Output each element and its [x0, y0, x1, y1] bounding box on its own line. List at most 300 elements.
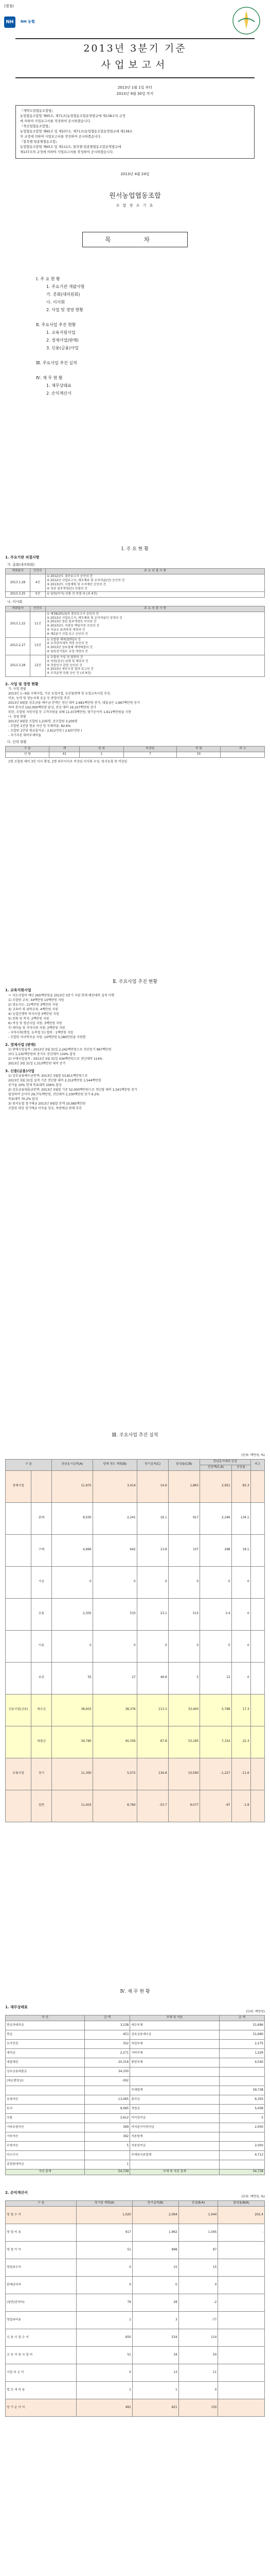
agenda-count: 11건 [30, 612, 46, 637]
table-header-row [6, 606, 265, 612]
table-row [6, 574, 265, 592]
table-cell: 134.1 [231, 1502, 250, 1534]
text-line: ㅇ 지도사업비 매년 265백만원을 2013년 3분기 지원 현재 예산대비 실적 이행 [8, 993, 115, 997]
legal-basis-box [15, 105, 255, 159]
table-header-row [6, 2015, 265, 2021]
table-row [6, 2030, 265, 2040]
asset-amount [85, 2151, 130, 2160]
asset-amount: 34,330 [85, 2067, 130, 2077]
attachment-label: (별첨) [4, 4, 14, 8]
agenda-item: ③ 2013년도 사업계획 및 수지예산 승인의 건 [47, 583, 106, 586]
text-line: - 자기자본 대비부채비율 [8, 734, 41, 738]
table-cell [250, 1694, 264, 1726]
table-cell: 0 [77, 2259, 132, 2277]
is-item-name: 신 용 사 업 수 익 [6, 2329, 77, 2347]
table-cell: 11,300 [52, 1758, 93, 1790]
table-cell: 0 [137, 1566, 168, 1598]
agenda-items [46, 655, 265, 676]
table-cell: -53.7 [137, 1790, 168, 1822]
liability-name: 예수부채 [130, 2021, 220, 2030]
liability-name: 미처분이익잉여금 [130, 2123, 220, 2132]
table-header-cell: 비상임 [123, 747, 176, 752]
liability-amount: 2,000 [219, 2142, 264, 2151]
part1-h1: 1. 주요기관 의결사항 [5, 555, 40, 560]
table-header-cell: 전년동기대비 증감 [200, 1459, 250, 1465]
row-name: 예수금 [31, 1694, 52, 1726]
toc-section: Ⅳ. 재 무 현 황 [36, 376, 63, 380]
text-line: 하여 총자산 102,000백만원 달성, 전년 대비 16,107백만원 증가 [8, 706, 97, 710]
is-item-name: 사업 외 손 익 [6, 2364, 77, 2382]
table-cell: 3.4 [200, 1598, 231, 1630]
table-row [6, 1470, 265, 1502]
row-name: 가공 [31, 1566, 52, 1598]
legal-basis-line: 농업협동조합법 제65조 및 제112조, 품목별·업종별협동조합운영법규에 [20, 145, 121, 149]
asset-amount: 3,612 [85, 2114, 130, 2123]
text-line: 4) 농업인행복 복지사업 3백만원 지원 [8, 1012, 59, 1016]
table-cell: 15 [132, 2259, 178, 2277]
agenda-items [46, 612, 265, 637]
table-cell: 33,400 [168, 1694, 200, 1726]
table-cell [218, 2364, 265, 2382]
toc-item: 1. 교육지원사업 [46, 330, 76, 335]
table-cell: 51 [77, 2242, 132, 2259]
table-row [6, 2095, 265, 2105]
cover-section [0, 0, 270, 541]
table-cell: 51 [77, 2347, 132, 2364]
text-line: 6) 여성 및 청년사업 지원: 3백만원 지원 [8, 1021, 62, 1025]
total-row [6, 2170, 265, 2175]
liability-name: 이익잉여금 [130, 2114, 220, 2123]
is-item-name: 당 기 순 이 익 [6, 2399, 77, 2417]
table-cell: 7,332 [200, 1726, 231, 1758]
table-header-cell: 비고 [250, 1459, 264, 1470]
legal-basis-line: 『품목별·업종별협동조합』 [20, 140, 59, 144]
asset-amount: 5 [85, 2142, 130, 2151]
table-row [6, 1566, 265, 1598]
table-cell: 2,305 [52, 1598, 93, 1630]
asset-total-label: 자산 총계 [6, 2170, 85, 2175]
text-line: 1) 조합원 교육: 34백만원 10백만원 지원 [8, 998, 64, 1002]
liability-name: 상호금융예수금 [130, 2030, 220, 2040]
text-line: 보다 1,135백만원의 증가로 전년대비 134% 달성 [8, 1053, 76, 1057]
toc-item: 1. 재무상태표 [46, 383, 71, 388]
part2-title: Ⅱ. 주요사업 추진 현황 [112, 979, 158, 985]
table-cell: 13 [132, 2364, 178, 2382]
row-group [6, 1726, 31, 1758]
agenda-item: ⑤ 조직운영 특별 승인 건 (외 9건) [47, 672, 92, 675]
table-header-cell: 당해 연도 계획(B) [93, 1459, 137, 1470]
board-title: 나. 이사회 [7, 600, 23, 604]
table-cell: 0 [52, 1566, 93, 1598]
text-line: 3) 원서농협 정기예금 2013년 9월말 잔액 10,085백만원 [8, 1102, 86, 1106]
table-cell [218, 2347, 265, 2364]
text-line: 2) 구매사업실적 : 2013년 3월 31일 434백만원으로 전년대비 114% [8, 1057, 103, 1061]
table-header-cell: 비 고 [221, 747, 265, 752]
agenda-item: ① 2012년도 결산보고서 승인의 건 [47, 575, 93, 579]
table-header-cell: 부채 및 자본 [130, 2015, 220, 2021]
agenda-item: ③ 직원인사 관련 승인의 건 [47, 664, 82, 667]
liability-amount: 2,275 [219, 2040, 264, 2049]
asset-name: 대출채권 [6, 2058, 85, 2067]
liability-amount: 4,713 [219, 2151, 264, 2160]
title-rule-top [15, 38, 255, 39]
table-cell: - [218, 2224, 265, 2242]
table-row [6, 2040, 265, 2049]
table-header-cell: 개최일자 [6, 569, 30, 574]
text-line: 목표대비 70.2% 달성 [8, 1097, 38, 1101]
asset-name: 기타자산 [6, 2132, 85, 2142]
asset-amount: 369 [85, 2123, 130, 2132]
liability-amount [219, 2132, 264, 2142]
staff-title: 다. 인력 현황 [7, 740, 27, 744]
legal-basis-line: 『축산업협동조합법』 [20, 125, 52, 128]
table-cell: 0 [132, 2277, 178, 2294]
table-header-row [6, 747, 265, 752]
toc-item: 2. 사업 및 경영 현황 [46, 308, 83, 312]
table-cell: 0 [77, 2277, 132, 2294]
agenda-item: ④ 정관 일부개정(안) 의결의 건 [47, 587, 87, 590]
text-line: 달성하여 순이익 29,771백만원, 전년대비 2,100백만원 증가 6.2% [8, 1093, 99, 1097]
row-group: 신용사업(금융) [6, 1694, 31, 1726]
row-name: 판매 [31, 1502, 52, 1534]
table-cell: 5 [168, 1662, 200, 1694]
row-name: 이용 [31, 1630, 52, 1662]
agenda-item: ② 조직관리세칙 개정 승인의 건 [47, 642, 88, 646]
table-header-cell: 자 산 [6, 2015, 85, 2021]
organization-name: 원서농업협동조합 [109, 192, 161, 200]
table-cell: 0 [231, 1598, 250, 1630]
table-row [6, 2382, 265, 2399]
table-cell: 2,064 [132, 2207, 178, 2224]
toc-item: 나. 이사회 [46, 300, 65, 304]
report-basis: 2013년 3분기 기준 [83, 43, 187, 54]
text-line: 나. 경영 현황 [8, 715, 26, 719]
table-cell: 55 [52, 1662, 93, 1694]
liability-name: 부채합계 [130, 2086, 220, 2095]
table-cell: 0 [137, 1630, 168, 1662]
table-cell: 34,780 [52, 1726, 93, 1758]
table-cell: 15 [178, 2259, 218, 2277]
table-row [6, 2259, 265, 2277]
table-row [6, 2114, 265, 2123]
table-cell: 0 [178, 2382, 218, 2399]
nh-logo [4, 12, 50, 33]
row-group [6, 1790, 31, 1822]
table-cell: 1 [132, 2382, 178, 2399]
table-cell: 17.3 [231, 1694, 250, 1726]
table-cell: 650 [77, 2329, 132, 2347]
table-cell [250, 1470, 264, 1502]
toc-item: 1. 주요기관 개괄사항 [46, 284, 85, 289]
text-line: 또한, 조합원 지원사업 등 고객지원을 위해 11,073백만원, 당기순이익 1,611백만원을 시현 [8, 710, 131, 715]
row-group: 보험사업 [6, 1758, 31, 1790]
asset-name: 건물 [6, 2114, 85, 2123]
table-header-cell: 안건수 [30, 569, 46, 574]
bs-heading: 1. 재무상태표 [5, 2005, 28, 2010]
part3-title: Ⅲ. 주요사업 추진 실적 [112, 1433, 158, 1438]
asset-name [6, 2086, 85, 2095]
table-cell [250, 1598, 264, 1630]
table-cell: -77 [178, 2312, 218, 2329]
row-name: 장기 [31, 1758, 52, 1790]
table-row [6, 752, 265, 758]
table-row [6, 2142, 265, 2151]
table-cell: 38,603 [52, 1694, 93, 1726]
table-row [6, 2086, 265, 2095]
income-statement-table [5, 2200, 265, 2417]
liability-name [130, 2077, 220, 2086]
asset-total-amount: 54,739 [85, 2170, 130, 2175]
table-cell: 134.8 [137, 1758, 168, 1790]
agenda-item: ② 직원(상무) 임명 및 해촉의 건 [47, 659, 88, 663]
table-cell: 1 [77, 2382, 132, 2399]
liability-amount: 1,226 [219, 2049, 264, 2058]
table-cell: 1,044 [178, 2207, 218, 2224]
table-cell: 5,072 [93, 1758, 137, 1790]
table-cell: 2,241 [93, 1502, 137, 1534]
period-start: 2013년 1월 1일 부터 [117, 86, 153, 90]
liability-name: 부채및자본합계 [130, 2151, 220, 2160]
table-cell: 10,590 [168, 1758, 200, 1790]
table-row [6, 1502, 265, 1534]
table-row [6, 2312, 265, 2329]
asset-amount: 9,085 [85, 2105, 130, 2114]
table-header-cell: 당기실적(B) [132, 2201, 178, 2207]
row-group [6, 1598, 31, 1630]
table-cell [250, 1758, 264, 1790]
staff-table [5, 746, 265, 758]
business-status-text [5, 687, 265, 738]
report-period [0, 84, 270, 97]
is-item-name: (일반/관리비) [6, 2294, 77, 2312]
sales-heading: 2. 경제사업 (판매) [5, 1042, 36, 1047]
table-cell: 22.3 [231, 1726, 250, 1758]
text-line: - 조합원 1인당 평균 자산 및 부채비율: 82.6% [8, 724, 71, 728]
asset-amount: 453 [85, 2030, 130, 2040]
representative: 조 합 장 조 기 호 [116, 204, 154, 208]
meeting-date: 2013.3.25 [6, 592, 30, 598]
table-cell: 87 [178, 2242, 218, 2259]
credit-text [5, 1074, 265, 1111]
table-header-cell: 구 분 [6, 747, 49, 752]
is-heading: 2. 손익계산서 [5, 2191, 28, 2195]
liability-amount [219, 2160, 264, 2170]
table-row [6, 2021, 265, 2030]
text-line: 1) 판매사업실적 : 2013년 3월 31일 2,242백만원으로 전년동기 967백만원 [8, 1048, 112, 1052]
text-line: - 조합원 자녀학자금 지원: 10백만원 5,380만원을 지원함 [8, 1035, 86, 1039]
table-cell: 917 [168, 1502, 200, 1534]
table-row [6, 2049, 265, 2058]
meeting-date: 2013.1.22 [6, 612, 30, 637]
table-row [6, 2364, 265, 2382]
asset-name: 기타유형자산 [6, 2123, 85, 2132]
agenda-item: ① 조합원 제적(탈퇴)의 건 [47, 638, 81, 641]
legal-basis-line: 제137조의 규정에 의하여 사업보고서를 작성하여 공시하겠습니다. [20, 150, 114, 154]
toc-section: Ⅱ. 주요사업 추진 현황 [36, 323, 76, 327]
table-cell: 898 [132, 2242, 178, 2259]
table-cell: 298 [200, 1534, 231, 1566]
liability-amount [219, 2077, 264, 2086]
row-group [6, 1662, 31, 1694]
row-name: 구매 [31, 1534, 52, 1566]
table-cell: 0 [231, 1630, 250, 1662]
is-unit: (단위: 백만원, %) [241, 2195, 265, 2199]
row-name: 보관 [31, 1662, 52, 1694]
table-header-cell: 금 액 [219, 2015, 264, 2021]
table-cell: 0 [200, 1630, 231, 1662]
text-line: 5) 문화 및 복지: 2백만원 지원 [8, 1016, 49, 1021]
table-cell: 1,045 [178, 2224, 218, 2242]
liability-amount: 6,350 [219, 2095, 264, 2105]
is-item-name: 영 업 비 용 [6, 2224, 77, 2242]
table-row [6, 1790, 265, 1822]
table-cell: 11 [178, 2364, 218, 2382]
agenda-items [46, 574, 265, 592]
liability-name: 자본합계 [130, 2132, 220, 2142]
agenda-count: 13건 [30, 655, 46, 676]
table-row [6, 2242, 265, 2259]
part1-section [5, 546, 265, 764]
table-cell: -1.8 [231, 1790, 250, 1822]
text-line: 2013년 1∼9월 구매사업, 가공 농업사업, 농산물판매 및 농업교육사업 추진, [8, 692, 111, 696]
asset-name: 무형자산 [6, 2142, 85, 2151]
table-cell: 49.8 [137, 1662, 168, 1694]
board-table [5, 606, 265, 677]
is-item-name: 영 업 이 익 [6, 2242, 77, 2259]
table-row [6, 2067, 265, 2077]
meeting-date: 2013.2.27 [6, 637, 30, 655]
table-row [6, 2151, 265, 2160]
table-cell: 3 [132, 2312, 178, 2329]
table-cell: 1,020 [77, 2207, 132, 2224]
table-cell: 491 [77, 2399, 132, 2417]
part1-title: Ⅰ. 주 요 현 황 [121, 547, 149, 552]
liability-amount: 2,000 [219, 2123, 264, 2132]
table-cell: 38,376 [93, 1694, 137, 1726]
text-line: 2) 상호금융대출금잔액: 2013년 3월말 기준 52,000백만원으로 전년말 대비 1,541백만원 증가 [8, 1088, 137, 1092]
table-cell: 2,246 [200, 1502, 231, 1534]
table-row [6, 2399, 265, 2417]
table-cell [218, 2329, 265, 2347]
toc-item: 가. 총회(대의원회) [46, 292, 80, 297]
liability-amount: 59,738 [219, 2086, 264, 2095]
agenda-item: ⑤ 자금조 효과측정 개정의 건 [47, 629, 85, 632]
table-cell: 2,951 [200, 1470, 231, 1502]
credit-heading: 3. 신용(금융)사업 [5, 1069, 34, 1074]
asset-name: 유형자산 [6, 2095, 85, 2105]
agenda-count: 13건 [30, 637, 46, 655]
table-cell: 14.6 [137, 1470, 168, 1502]
table-row [6, 655, 265, 676]
table-cell: 0 [168, 1630, 200, 1662]
part3-section [5, 1432, 265, 1822]
table-cell [250, 1790, 264, 1822]
table-cell: 0 [168, 1566, 200, 1598]
asset-name: (대손충당금) [6, 2077, 85, 2086]
part4-section [5, 1989, 265, 2417]
row-name: 유통 [31, 1598, 52, 1630]
asset-name: 유가증권 [6, 2040, 85, 2049]
table-header-cell: 계 [49, 747, 80, 752]
table-cell: 621 [132, 2399, 178, 2417]
table-cell: 11,975 [52, 1470, 93, 1502]
table-cell: 16.1 [137, 1502, 168, 1534]
liability-name: 출자금 [130, 2095, 220, 2105]
is-item-name: 판매관리비 [6, 2277, 77, 2294]
table-row [6, 2277, 265, 2294]
table-row [6, 2329, 265, 2347]
table-cell: 13.8 [137, 1534, 168, 1566]
text-line: 3) 교육비 및 위탁교육: 4백만원 지원 [8, 1007, 58, 1011]
agenda-items [46, 592, 265, 598]
table-cell [250, 1534, 264, 1566]
table-cell [218, 2294, 265, 2312]
liability-name: 기타부채 [130, 2049, 220, 2058]
table-header-row [6, 569, 265, 574]
agenda-count: 5건 [30, 592, 46, 598]
table-cell: 7 [123, 752, 176, 758]
legal-basis-line: 의 규정에 의하여 사업보고서를 작성하여 공시하겠습니다. [20, 135, 101, 139]
table-row [6, 1534, 265, 1566]
table-cell: 28 [132, 2294, 178, 2312]
table-header-cell: 증감(B-A) [178, 2201, 218, 2207]
legal-basis-line: 에 의하여 사업보고서를 작성하여 공시하겠습니다. [20, 120, 91, 123]
table-header-cell: 구 분 [6, 2201, 77, 2207]
asset-name: 현금 [6, 2030, 85, 2040]
table-cell: 0 [200, 1566, 231, 1598]
table-cell: 5,788 [200, 1694, 231, 1726]
agenda-item: ④ 2013년 세무조정 결과 보고의 건 [47, 668, 94, 671]
asset-amount: 1 [85, 2160, 130, 2170]
text-line: 비료, 농약 및 영농자재 공급 등 종합사업 추진 [8, 697, 70, 701]
text-line: 2) 영농지도: 11백만원 3백만원 지원 [8, 1003, 58, 1007]
table-cell [250, 1662, 264, 1694]
row-group: 경제사업 [6, 1470, 31, 1502]
cover-title [0, 42, 270, 72]
asset-name: 미수수익 [6, 2151, 85, 2160]
liability-amount: 5,008 [219, 2105, 264, 2114]
liability-name: 자본잉여금 [130, 2142, 220, 2151]
table-of-contents [36, 268, 231, 397]
table-row [6, 1630, 265, 1662]
table-cell: 23.1 [137, 1598, 168, 1630]
table-cell: 130 [178, 2399, 218, 2417]
liability-name [130, 2067, 220, 2077]
cooperative-emblem-icon [231, 5, 262, 36]
is-item-name: 교 육 지 원 사 업 비 [6, 2347, 77, 2364]
asset-amount: 3,238 [85, 2021, 130, 2030]
asset-amount: 2,271 [85, 2049, 130, 2058]
edu-heading: 1. 교육지원사업 [5, 988, 31, 993]
table-cell [218, 2277, 265, 2294]
table-header-cell: 직 원 [176, 747, 220, 752]
is-item-name: 영 업 수 익 [6, 2207, 77, 2224]
text-line: 증가율 10% 현재 목표대비 106% 달성 [8, 1083, 62, 1088]
table-row [6, 612, 265, 637]
table-cell: -11.6 [231, 1758, 250, 1790]
nh-logo-text: NH 농협 [21, 20, 35, 24]
asset-name: 토지 [6, 2105, 85, 2114]
assembly-title: 가. 총회(대의원회) [7, 562, 35, 567]
table-cell: 0 [231, 1662, 250, 1694]
row-name [31, 1470, 52, 1502]
table-cell: 인 원 [6, 752, 49, 758]
edu-text [5, 993, 265, 1040]
table-cell: 41 [49, 752, 80, 758]
table-header-cell: 달성율(B/A) [218, 2201, 265, 2207]
table-cell: 18.1 [231, 1534, 250, 1566]
table-cell: 8,500 [52, 1502, 93, 1534]
